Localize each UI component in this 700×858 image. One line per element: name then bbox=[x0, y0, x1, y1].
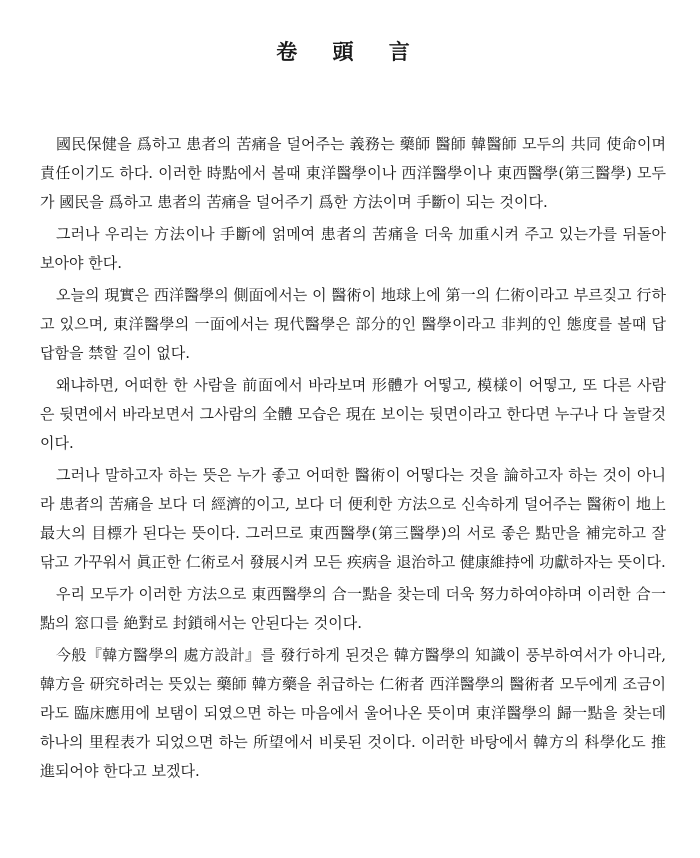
paragraph: 그러나 우리는 方法이나 手斷에 얽메여 患者의 苦痛을 더욱 加重시켜 주고 있는가를 뒤돌아 보아야 한다. bbox=[40, 225, 666, 272]
paragraph: 그러나 말하고자 하는 뜻은 누가 좋고 어떠한 醫術이 어떻다는 것을 論하고자 하는 것이 아니라 患者의 苦痛을 보다 더 經濟的이고, 보다 더 便利한 方法으로 신속하게 덜어주는 醫術이 地上最大의 目標가 된다는 뜻이다. 그러므로 東西醫學(第三醫學)의 서로 좋은 點만을 補完하고 잘 닦고 가꾸워서 眞正한 仁術로서 發展시켜 모든 疾病을 退治하고 健康維持에 功獻하자는 뜻이다. bbox=[40, 466, 666, 571]
paragraph: 왜냐하면, 어떠한 한 사람을 前面에서 바라보며 形體가 어떻고, 模樣이 어떻고, 또 다른 사람은 뒷면에서 바라보면서 그사람의 全體 모습은 現在 보이는 뒷면이라고 한다면 누구나 다 놀랄것이다. bbox=[40, 376, 666, 452]
body-text bbox=[40, 130, 666, 789]
paragraph: 오늘의 現實은 西洋醫學의 側面에서는 이 醫術이 地球上에 第一의 仁術이라고 부르짖고 行하고 있으며, 東洋醫學의 一面에서는 現代醫學은 部分的인 醫學이라고 非判的인 態度를 볼때 답답함을 禁할 길이 없다. bbox=[40, 286, 666, 362]
paragraph: 國民保健을 爲하고 患者의 苦痛을 덜어주는 義務는 藥師 醫師 韓醫師 모두의 共同 使命이며 責任이기도 하다. 이러한 時點에서 볼때 東洋醫學이나 西洋醫學이나 東西醫學(第三醫學) 모두가 國民을 爲하고 患者의 苦痛을 덜어주기 爲한 方法이며 手斷이 되는 것이다. bbox=[40, 135, 666, 211]
paragraph: 우리 모두가 이러한 方法으로 東西醫學의 合一點을 찾는데 더욱 努力하여야하며 이러한 合一點의 窓口를 絶對로 封鎖해서는 안된다는 것이다. bbox=[40, 585, 666, 632]
paragraph: 今般『韓方醫學의 處方設計』를 發行하게 된것은 韓方醫學의 知識이 풍부하여서가 아니라, 韓方을 研究하려는 뜻있는 藥師 韓方藥을 취급하는 仁術者 西洋醫學의 醫術者 모두에게 조금이라도 臨床應用에 보탬이 되였으면 하는 마음에서 울어나온 뜻이며 東洋醫學의 歸一點을 찾는데 하나의 里程表가 되었으면 하는 所望에서 비롯된 것이다. 이러한 바탕에서 韓方의 科學化도 推進되어야 한다고 보겠다. bbox=[40, 646, 666, 780]
page-title: 卷 頭 言 bbox=[276, 39, 424, 64]
